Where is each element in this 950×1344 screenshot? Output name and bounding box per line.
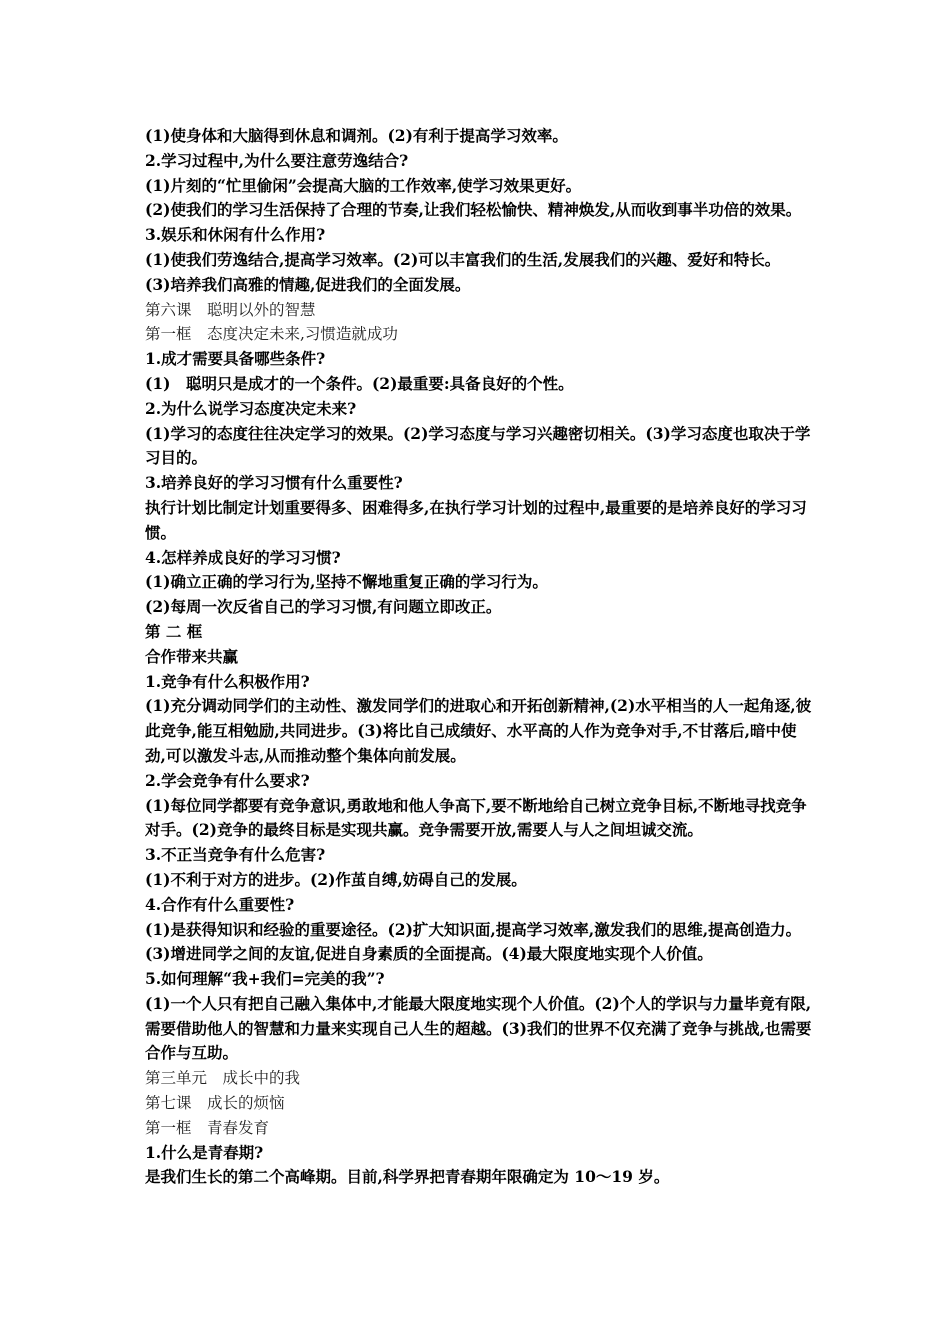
section-title: 第 二 框 <box>145 621 203 641</box>
paragraph: (1)每位同学都要有竞争意识,勇敢地和他人争高下,要不断地给自己树立竞争目标,不断地寻找竞争对手。(2)竞争的最终目标是实现共赢。竞争需要开放,需要人与人之间坦诚交流。 <box>145 795 807 840</box>
paragraph: (1)不利于对方的进步。(2)作茧自缚,妨碍自己的发展。 <box>145 869 527 889</box>
paragraph: (2)每周一次反省自己的学习习惯,有问题立即改正。 <box>145 597 502 617</box>
paragraph: (1)一个人只有把自己融入集体中,才能最大限度地实现个人价值。(2)个人的学识与力量毕竟有限,需要借助他人的智慧和力量来实现自己人生的超越。(3)我们的世界不仅充满了竞争与挑战,也需要合作与互助。 <box>145 993 812 1063</box>
paragraph: (1) 聪明只是成才的一个条件。(2)最重要:具备良好的个性。 <box>145 373 574 393</box>
question-heading: 1.成才需要具备哪些条件? <box>145 349 326 369</box>
paragraph: (1)确立正确的学习行为,坚持不懈地重复正确的学习行为。 <box>145 572 548 592</box>
lesson-title: 第六课 聪明以外的智慧 <box>145 300 316 319</box>
question-heading: 2.为什么说学习态度决定未来? <box>145 398 357 418</box>
paragraph: (1)使身体和大脑得到休息和调剂。(2)有利于提高学习效率。 <box>145 126 568 145</box>
paragraph: (1)充分调动同学们的主动性、激发同学们的进取心和开拓创新精神,(2)水平相当的人一起角逐,彼此竞争,能互相勉励,共同进步。(3)将比自己成绩好、水平高的人作为竞争对手,不甘落后,暗中使劲,可以激发斗志,从而推动整个集体向前发展。 <box>145 696 812 765</box>
section-title: 第一框 青春发育 <box>145 1118 270 1137</box>
paragraph: (1)学习的态度往往决定学习的效果。(2)学习态度与学习兴趣密切相关。(3)学习态度也取决于学习目的。 <box>145 423 811 468</box>
paragraph: (1)使我们劳逸结合,提高学习效率。(2)可以丰富我们的生活,发展我们的兴趣、爱好和特长。 <box>145 249 781 269</box>
document-body <box>145 124 813 1190</box>
paragraph: (2)使我们的学习生活保持了合理的节奏,让我们轻松愉快、精神焕发,从而收到事半功倍的效果。 <box>145 200 802 220</box>
section-subtitle: 合作带来共赢 <box>145 646 239 666</box>
question-heading: 3.娱乐和休闲有什么作用? <box>145 225 326 245</box>
question-heading: 3.培养良好的学习习惯有什么重要性? <box>145 473 403 493</box>
lesson-title: 第七课 成长的烦恼 <box>145 1094 285 1113</box>
paragraph: 是我们生长的第二个高峰期。目前,科学界把青春期年限确定为 10～19 岁。 <box>145 1167 670 1187</box>
paragraph: (1)是获得知识和经验的重要途径。(2)扩大知识面,提高学习效率,激发我们的思维,提高创造力。(3)增进同学之间的友谊,促进自身素质的全面提高。(4)最大限度地实现个人价值。 <box>145 919 802 964</box>
question-heading: 5.如何理解“我+我们=完美的我”? <box>145 969 385 989</box>
paragraph: (3)培养我们高雅的情趣,促进我们的全面发展。 <box>145 274 471 294</box>
question-heading: 1.什么是青春期? <box>145 1142 264 1162</box>
question-heading: 1.竞争有什么积极作用? <box>145 671 310 691</box>
section-title: 第一框 态度决定未来,习惯造就成功 <box>145 325 398 344</box>
unit-title: 第三单元 成长中的我 <box>145 1069 301 1088</box>
paragraph: 执行计划比制定计划重要得多、困难得多,在执行学习计划的过程中,最重要的是培养良好的学习习惯。 <box>145 497 807 542</box>
question-heading: 3.不正当竞争有什么危害? <box>145 845 326 865</box>
question-heading: 4.合作有什么重要性? <box>145 894 295 914</box>
paragraph: (1)片刻的“忙里偷闲”会提高大脑的工作效率,使学习效果更好。 <box>145 175 582 195</box>
question-heading: 2.学会竞争有什么要求? <box>145 770 310 790</box>
question-heading: 2.学习过程中,为什么要注意劳逸结合? <box>145 150 409 170</box>
question-heading: 4.怎样养成良好的学习习惯? <box>145 547 341 567</box>
